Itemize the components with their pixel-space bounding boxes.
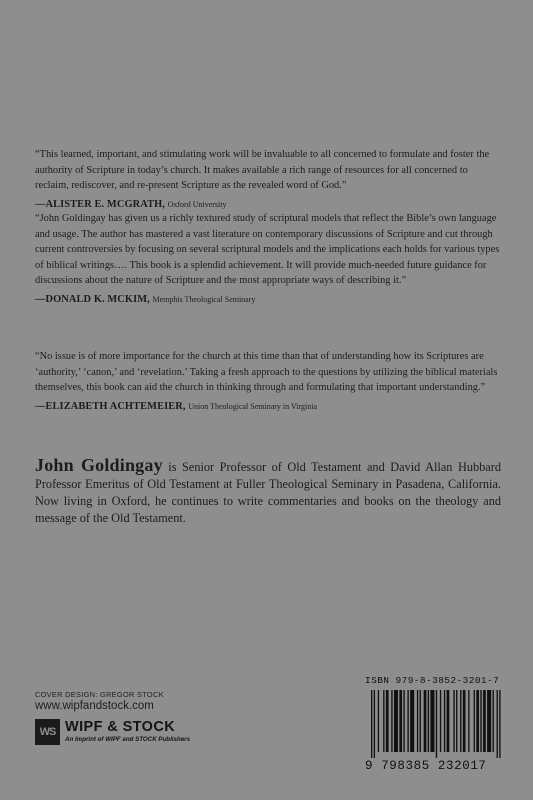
- quote-text: “This learned, important, and stimulating work will be invaluable to all concerned to formulate and foster the authority of Scripture in today’s church. It makes available a rich range of resources for all concerned to reclaim, rediscover, and re-present Scripture as the revealed word of God.”: [35, 149, 490, 192]
- barcode-bar: [394, 690, 398, 752]
- barcode-bar: [407, 690, 408, 752]
- endorsement-quote: [35, 211, 501, 308]
- barcode-bar: [403, 690, 404, 752]
- barcode-bar: [493, 690, 494, 752]
- barcode-bar: [474, 690, 475, 752]
- publisher-logo: WS: [35, 719, 60, 745]
- barcode-bar: [497, 690, 498, 758]
- cover-design-credit: COVER DESIGN: GREGOR STOCK: [35, 690, 164, 699]
- barcode-bar: [386, 690, 389, 752]
- barcode-bar: [453, 690, 454, 752]
- barcode-bar: [463, 690, 466, 752]
- barcode-bar: [468, 690, 469, 752]
- quote-text: “John Goldingay has given us a richly textured study of scriptural models that reflect the Bible’s own language and usage. The author has mastered a vast literature on contemporary discussions of Scripture and cut through current controversies by focusing on several scriptural models and the implications each holds for various types of biblical writings…. This book is a splendid achievement. It will provide much-needed future guidance for discussions about the nature of Scripture and the most appropriate ways of describing it.”: [35, 213, 500, 287]
- barcode-bar: [374, 690, 375, 758]
- barcode-bar: [447, 690, 450, 752]
- bio-text: is Senior Professor of Old Testament and David Allan Hubbard Professor Emeritus of Old Testament at Fuller Theological Seminary in Pasadena, California. Now living in Oxford, he continues to write commentaries and books on the theology and message of the Old Testament.: [35, 460, 501, 525]
- quote-affiliation: Oxford University: [167, 199, 227, 209]
- quote-author: —ELIZABETH ACHTEMEIER,: [35, 400, 186, 412]
- barcode-bar: [430, 690, 434, 752]
- publisher-website: www.wipfandstock.com: [35, 700, 154, 712]
- barcode-bar: [436, 690, 437, 758]
- barcode-bar: [460, 690, 461, 752]
- barcode-bar: [483, 690, 486, 752]
- barcode-digits: 9 798385 232017: [365, 759, 487, 773]
- quote-attribution: [35, 399, 501, 415]
- quote-attribution: [35, 292, 501, 308]
- author-bio: [35, 457, 501, 527]
- publisher-block: [35, 719, 255, 747]
- author-name: John Goldingay: [35, 455, 163, 475]
- barcode-bar: [383, 690, 384, 752]
- barcode-bar: [499, 690, 500, 758]
- barcode-bar: [378, 690, 379, 752]
- endorsement-quote: [35, 147, 501, 212]
- isbn-label: ISBN 979-8-3852-3201-7: [365, 675, 500, 686]
- barcode-bar: [420, 690, 421, 752]
- barcode-bar: [428, 690, 429, 752]
- barcode-bar: [399, 690, 402, 752]
- quote-affiliation: Union Theological Seminary in Virginia: [188, 401, 318, 411]
- quote-affiliation: Memphis Theological Seminary: [152, 294, 256, 304]
- publisher-name: WIPF & STOCK: [65, 719, 176, 735]
- barcode-bar: [487, 690, 491, 752]
- endorsement-quote: [35, 349, 501, 414]
- quote-author: —DONALD K. MCKIM,: [35, 293, 150, 305]
- barcode-bar: [424, 690, 427, 752]
- publisher-imprint: An Imprint of WIPF and STOCK Publishers: [65, 736, 191, 743]
- barcode-bars: [365, 688, 505, 758]
- quote-author: —ALISTER E. MCGRATH,: [35, 198, 165, 210]
- quote-text: “No issue is of more importance for the church at this time than that of understanding how its Scriptures are ‘authority,’ ‘canon,’ and ‘revelation.’ Taking a fresh approach to the questions by utilizing the biblical materials themselves, this book can aid the church in thinking through and formulating that important understanding.”: [35, 351, 498, 394]
- barcode-bar: [480, 690, 481, 752]
- barcode-bar: [476, 690, 479, 752]
- barcode-bar: [371, 690, 372, 758]
- barcode-bar: [456, 690, 457, 752]
- barcode-bar: [417, 690, 418, 752]
- barcode-bar: [410, 690, 414, 752]
- barcode-bar: [391, 690, 392, 752]
- barcode-bar: [440, 690, 441, 752]
- barcode-bar: [444, 690, 445, 752]
